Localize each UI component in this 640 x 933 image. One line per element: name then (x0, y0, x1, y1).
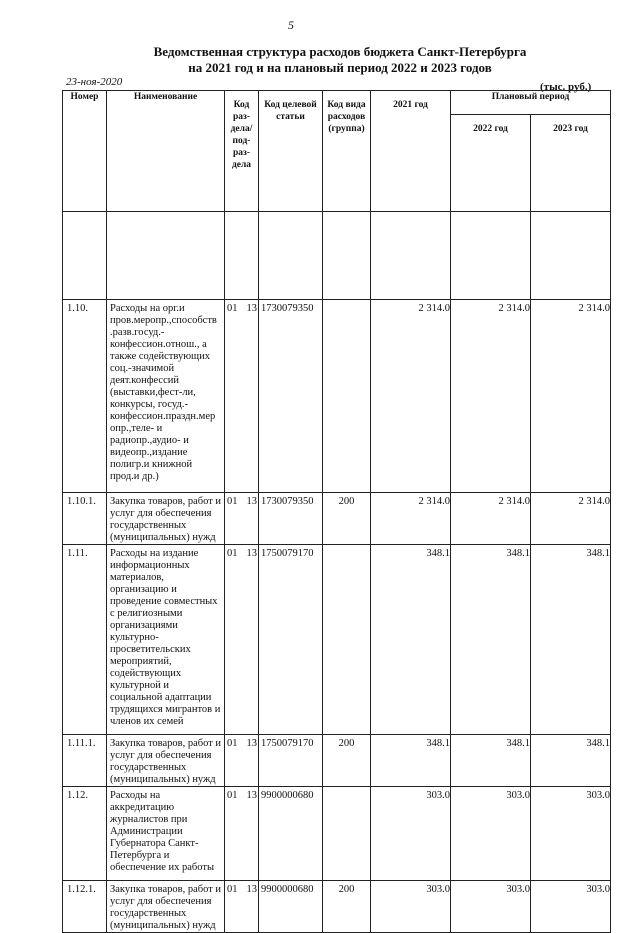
row-razdel-code: 01 (227, 790, 238, 801)
document-title-line-1: Ведомственная структура расходов бюджета Санкт-Петербурга (153, 44, 527, 59)
header-celevoy: Код целевой статьи (259, 91, 323, 212)
row-podrazdel-code: 13 (246, 496, 257, 507)
row-celevoy: 1750079170 (259, 545, 323, 735)
row-value-2023: 303.0 (531, 881, 611, 933)
row-value-2021: 303.0 (371, 881, 451, 933)
row-razdel (225, 787, 259, 881)
header-number: Номер (63, 91, 107, 212)
row-value-2021: 2 314.0 (371, 300, 451, 493)
row-name: Расходы на издание информационных материалов, организацию и проведение совместных с религиозными организациями культурно-просветительских мероприятий, содействующих культурной и социальной адаптации трудящихся мигрантов и членов их семей (107, 545, 225, 735)
document-date: 23-ноя-2020 (66, 76, 123, 88)
row-name: Закупка товаров, работ и услуг для обеспечения государственных (муниципальных) нужд (107, 735, 225, 787)
table-row (63, 493, 611, 545)
row-celevoy: 9900000680 (259, 881, 323, 933)
row-celevoy: 9900000680 (259, 787, 323, 881)
row-vid: 200 (323, 735, 371, 787)
header-year-2021: 2021 год (371, 91, 451, 212)
header-year-2022: 2022 год (451, 115, 531, 212)
header-razdel: Код раз- дела/ под- раз- дела (225, 91, 259, 212)
row-podrazdel-code: 13 (246, 548, 257, 559)
row-value-2022: 303.0 (451, 787, 531, 881)
table-row (63, 545, 611, 735)
row-number: 1.11. (63, 545, 107, 735)
row-razdel (225, 300, 259, 493)
row-number: 1.12.1. (63, 881, 107, 933)
row-value-2022: 348.1 (451, 545, 531, 735)
row-razdel-code: 01 (227, 548, 238, 559)
row-razdel (225, 735, 259, 787)
row-value-2022: 2 314.0 (451, 300, 531, 493)
row-name: Расходы на орг.и пров.меропр.,способств .разв.госуд.-конфессион.отнош., а также содействующих соц.-значимой деят.конфессий (выставки,фест-ли, конкурсы, госуд.-конфессион.праздн.мер опр.,теле- и радиопр.,аудио- и видеопр.,издание полигр.и книжной прод.и др.) (107, 300, 225, 493)
row-celevoy: 1730079350 (259, 300, 323, 493)
row-razdel (225, 545, 259, 735)
row-razdel (225, 881, 259, 933)
row-name: Расходы на аккредитацию журналистов при Администрации Губернатора Санкт-Петербурга и обеспечение их работы (107, 787, 225, 881)
row-value-2022: 303.0 (451, 881, 531, 933)
row-razdel-code: 01 (227, 303, 238, 314)
row-number: 1.10. (63, 300, 107, 493)
table-row (63, 300, 611, 493)
row-name: Закупка товаров, работ и услуг для обеспечения государственных (муниципальных) нужд (107, 493, 225, 545)
row-vid (323, 300, 371, 493)
row-value-2021: 2 314.0 (371, 493, 451, 545)
row-razdel-code: 01 (227, 496, 238, 507)
row-value-2022: 2 314.0 (451, 493, 531, 545)
table-row (63, 735, 611, 787)
row-podrazdel-code: 13 (246, 738, 257, 749)
row-vid: 200 (323, 493, 371, 545)
row-number: 1.10.1. (63, 493, 107, 545)
row-value-2022: 348.1 (451, 735, 531, 787)
row-name: Закупка товаров, работ и услуг для обеспечения государственных (муниципальных) нужд (107, 881, 225, 933)
row-celevoy: 1730079350 (259, 493, 323, 545)
table-row (63, 881, 611, 933)
row-celevoy: 1750079170 (259, 735, 323, 787)
row-vid (323, 545, 371, 735)
row-value-2023: 2 314.0 (531, 493, 611, 545)
row-number: 1.12. (63, 787, 107, 881)
row-value-2023: 2 314.0 (531, 300, 611, 493)
table-row (63, 787, 611, 881)
row-razdel (225, 493, 259, 545)
row-value-2023: 303.0 (531, 787, 611, 881)
row-value-2023: 348.1 (531, 735, 611, 787)
row-vid: 200 (323, 881, 371, 933)
row-razdel-code: 01 (227, 738, 238, 749)
row-razdel-code: 01 (227, 884, 238, 895)
row-podrazdel-code: 13 (246, 884, 257, 895)
row-podrazdel-code: 13 (246, 303, 257, 314)
row-vid (323, 787, 371, 881)
row-podrazdel-code: 13 (246, 790, 257, 801)
header-year-2023: 2023 год (531, 115, 611, 212)
row-value-2023: 348.1 (531, 545, 611, 735)
units-label: (тыс. руб.) (540, 81, 592, 93)
row-value-2021: 303.0 (371, 787, 451, 881)
row-value-2021: 348.1 (371, 545, 451, 735)
header-vid: Код вида расходов (группа) (323, 91, 371, 212)
row-value-2021: 348.1 (371, 735, 451, 787)
row-number: 1.11.1. (63, 735, 107, 787)
header-planned-period: Плановый период (451, 91, 611, 115)
header-name: Наименование (107, 91, 225, 212)
page-number: 5 (288, 18, 294, 32)
document-title-line-2: на 2021 год и на плановый период 2022 и 2023 годов (188, 60, 492, 75)
budget-table (62, 90, 611, 933)
